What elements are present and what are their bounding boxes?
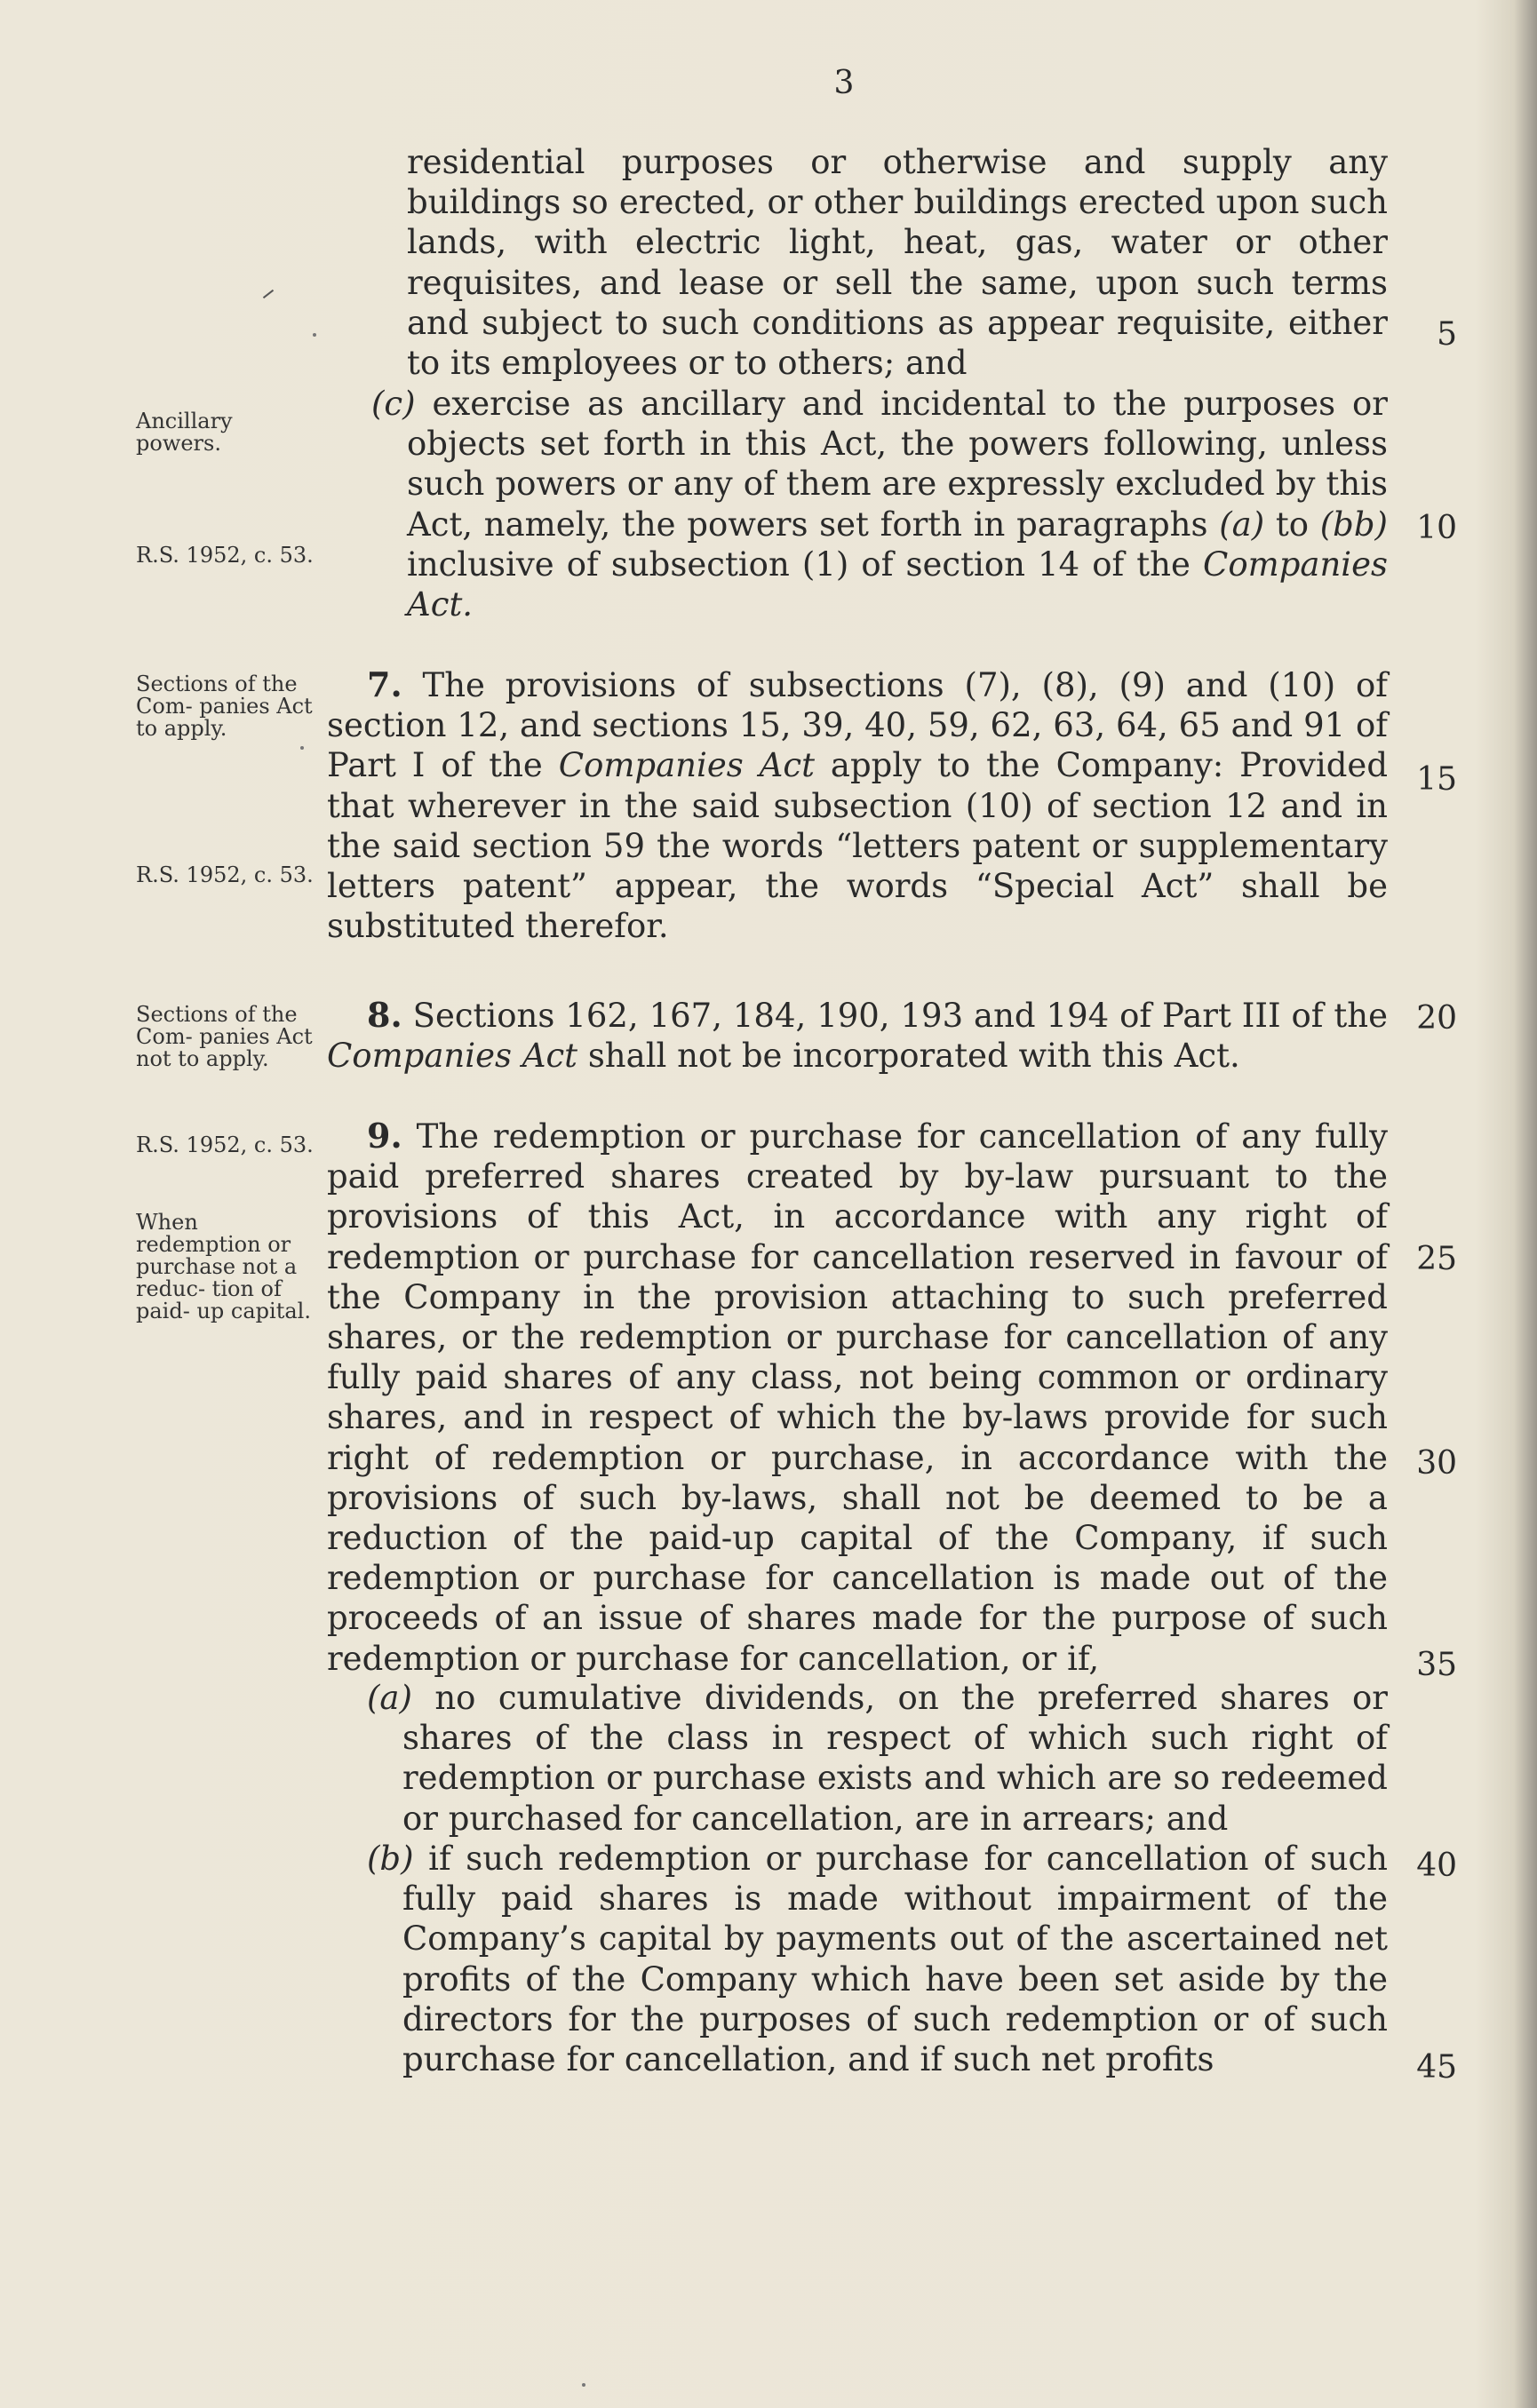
continuation-text: residential purposes or otherwise and supply any buildings so erected, or other buildings erected upon such lands, with electric light, heat, gas, water or other requisites, and lease or sell the same, upon such terms and subject to such conditions as appear requisite, either to its employees or to others; and bbox=[407, 143, 1388, 383]
section-7 bbox=[327, 664, 1388, 946]
page-number: 3 bbox=[833, 65, 855, 101]
section-8-text-b: shall not be incorporated with this Act. bbox=[587, 1037, 1240, 1076]
paragraph-c-text-a: exercise as ancillary and incidental to the purposes or objects set forth in this Act, the powers following, unless such powers or any of them are expressly excluded by this Act, namely, the powers set forth in paragraphs bbox=[407, 385, 1388, 544]
section-9 bbox=[327, 1116, 1388, 1679]
pencil-tick-mark bbox=[263, 290, 274, 298]
margin-note-rs-citation-2: R.S. 1952, c. 53. bbox=[136, 862, 314, 887]
speck-mark bbox=[300, 746, 304, 750]
section-9-number: 9. bbox=[367, 1116, 402, 1156]
section-7-number: 7. bbox=[367, 664, 402, 704]
line-number-10: 10 bbox=[1416, 510, 1457, 546]
line-number-35: 35 bbox=[1416, 1647, 1457, 1683]
paragraph-a-text: no cumulative dividends, on the preferred shares or shares of the class in respect of which such right of redemption or purchase exists and which are so redeemed or purchased for cancellation, are in arrears; and bbox=[402, 1679, 1388, 1838]
section-8 bbox=[327, 995, 1388, 1076]
companies-act-ref-1: Companies Act. bbox=[407, 544, 1388, 624]
paragraph-b bbox=[367, 1839, 1388, 2079]
paragraph-c-text-b: inclusive of subsection (1) of section 14 of the bbox=[407, 544, 1191, 584]
margin-note-redemption: When redemption or purchase not a reduc- tion of paid- up capital. bbox=[136, 1210, 311, 1323]
line-number-5: 5 bbox=[1437, 316, 1457, 353]
section-8-text-a: Sections 162, 167, 184, 190, 193 and 194 of Part III of the bbox=[412, 997, 1388, 1035]
line-number-40: 40 bbox=[1416, 1848, 1457, 1884]
continuation-paragraph bbox=[407, 142, 1388, 383]
line-number-25: 25 bbox=[1416, 1241, 1457, 1277]
margin-note-rs-citation-3: R.S. 1952, c. 53. bbox=[136, 1132, 314, 1157]
section-9-text: The redemption or purchase for cancellation of any fully paid preferred shares created by by-law pursuant to the provisions of this Act, in accordance with any right of redemption or purchase for cancellation reserved in favour of the Company in the provision attaching to such preferred shares, or the redemption or purchase for cancellation of any fully paid shares of any class, not being common or ordinary shares, and in respect of which the by-laws provide for such right of redemption or purchase, in accordance with the provisions of such by-laws, shall not be deemed to be a reduction of the paid-up capital of the Company, if such redemption or purchase for cancellation is made out of the proceeds of an issue of shares made for the purpose of such redemption or purchase for cancellation, or if, bbox=[327, 1117, 1388, 1678]
companies-act-ref-2: Companies Act bbox=[558, 746, 815, 785]
line-number-45: 45 bbox=[1416, 2049, 1457, 2086]
section-7-text-a: The provisions of subsections (7), (8), (9) and (10) of section 12, and sections 15, 39, 40, 59, 62, 63, 64, 65 and 91 of Part I of the bbox=[327, 666, 1388, 785]
paragraph-a bbox=[367, 1678, 1388, 1839]
paragraph-b-text: if such redemption or purchase for cancellation of such fully paid shares is made without impairment of the Company’s capital by payments out of the ascertained net profits of the Company which have been set aside by the directors for the purposes of such redemption or of such purchase for cancellation, and if such net profits bbox=[402, 1840, 1389, 2079]
line-number-15: 15 bbox=[1416, 761, 1457, 798]
section-7-text-b: apply to the Company: Provided that wherever in the said subsection (10) of section 12 and in the said section 59 the words “letters patent or supplementary letters patent” appear, the words “Special Act” shall be substituted therefor. bbox=[327, 746, 1388, 946]
line-number-30: 30 bbox=[1416, 1445, 1457, 1482]
line-number-20: 20 bbox=[1416, 1000, 1457, 1037]
speck-mark bbox=[582, 2383, 585, 2387]
paragraph-ref-a: (a) bbox=[1219, 505, 1265, 544]
paragraph-c bbox=[371, 384, 1388, 624]
paragraph-a-label: (a) bbox=[367, 1679, 412, 1717]
paragraph-c-to: to bbox=[1275, 505, 1310, 544]
margin-note-sections-not-apply: Sections of the Com- panies Act not to apply. bbox=[136, 1002, 313, 1071]
companies-act-ref-3: Companies Act bbox=[327, 1037, 578, 1076]
paragraph-ref-bb: (bb) bbox=[1319, 505, 1388, 544]
paragraph-c-label: (c) bbox=[371, 385, 416, 423]
margin-note-ancillary-powers: Ancillary powers. bbox=[136, 409, 233, 456]
paragraph-b-label: (b) bbox=[367, 1840, 414, 1878]
margin-note-sections-apply: Sections of the Com- panies Act to apply. bbox=[136, 672, 313, 741]
speck-mark bbox=[313, 333, 316, 337]
margin-note-rs-citation-1: R.S. 1952, c. 53. bbox=[136, 543, 314, 568]
section-8-number: 8. bbox=[367, 995, 402, 1035]
